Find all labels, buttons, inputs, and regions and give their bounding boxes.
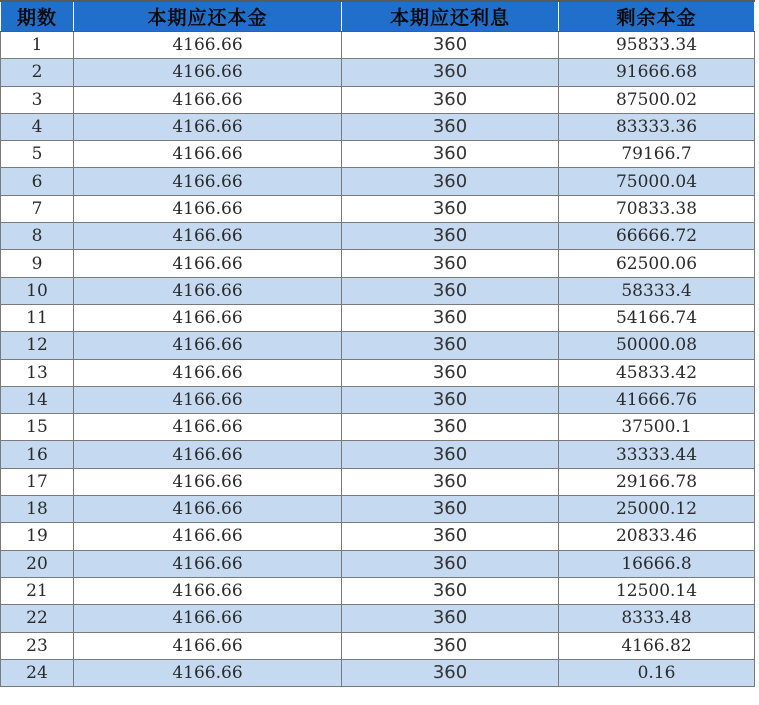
cell-principal-due: 4166.66 (74, 468, 342, 495)
cell-interest-due: 360 (342, 605, 559, 632)
cell-interest-due: 360 (342, 359, 559, 386)
cell-remaining-principal: 75000.04 (559, 168, 755, 195)
table-row (1, 468, 755, 495)
cell-interest-due: 360 (342, 86, 559, 113)
cell-interest-due: 360 (342, 250, 559, 277)
cell-period: 17 (1, 468, 74, 495)
cell-remaining-principal: 62500.06 (559, 250, 755, 277)
cell-interest-due: 360 (342, 441, 559, 468)
cell-principal-due: 4166.66 (74, 550, 342, 577)
table-row (1, 359, 755, 386)
cell-period: 9 (1, 250, 74, 277)
cell-principal-due: 4166.66 (74, 32, 342, 59)
cell-remaining-principal: 54166.74 (559, 304, 755, 331)
cell-principal-due: 4166.66 (74, 523, 342, 550)
header-principal-due: 本期应还本金 (74, 1, 342, 32)
cell-period: 4 (1, 113, 74, 140)
table-row (1, 577, 755, 604)
table-row (1, 168, 755, 195)
cell-remaining-principal: 12500.14 (559, 577, 755, 604)
cell-period: 10 (1, 277, 74, 304)
table-row (1, 250, 755, 277)
cell-interest-due: 360 (342, 577, 559, 604)
cell-period: 19 (1, 523, 74, 550)
cell-principal-due: 4166.66 (74, 168, 342, 195)
table-row (1, 332, 755, 359)
cell-period: 18 (1, 496, 74, 523)
cell-remaining-principal: 0.16 (559, 659, 755, 686)
cell-period: 23 (1, 632, 74, 659)
table-row (1, 386, 755, 413)
cell-remaining-principal: 95833.34 (559, 32, 755, 59)
cell-period: 13 (1, 359, 74, 386)
cell-remaining-principal: 50000.08 (559, 332, 755, 359)
footer-strip (0, 688, 759, 705)
cell-principal-due: 4166.66 (74, 141, 342, 168)
cell-remaining-principal: 83333.36 (559, 113, 755, 140)
cell-principal-due: 4166.66 (74, 605, 342, 632)
cell-interest-due: 360 (342, 523, 559, 550)
cell-remaining-principal: 66666.72 (559, 223, 755, 250)
table-row (1, 632, 755, 659)
cell-period: 16 (1, 441, 74, 468)
cell-principal-due: 4166.66 (74, 441, 342, 468)
cell-interest-due: 360 (342, 223, 559, 250)
cell-principal-due: 4166.66 (74, 277, 342, 304)
table-row (1, 113, 755, 140)
cell-remaining-principal: 25000.12 (559, 496, 755, 523)
cell-interest-due: 360 (342, 32, 559, 59)
cell-remaining-principal: 70833.38 (559, 195, 755, 222)
cell-interest-due: 360 (342, 113, 559, 140)
cell-principal-due: 4166.66 (74, 304, 342, 331)
table-row (1, 523, 755, 550)
cell-period: 3 (1, 86, 74, 113)
cell-principal-due: 4166.66 (74, 86, 342, 113)
cell-principal-due: 4166.66 (74, 386, 342, 413)
table-row (1, 86, 755, 113)
cell-period: 20 (1, 550, 74, 577)
table-row (1, 304, 755, 331)
cell-interest-due: 360 (342, 414, 559, 441)
header-interest-due: 本期应还利息 (342, 1, 559, 32)
cell-period: 14 (1, 386, 74, 413)
cell-principal-due: 4166.66 (74, 414, 342, 441)
table-header (1, 1, 755, 32)
cell-principal-due: 4166.66 (74, 250, 342, 277)
cell-remaining-principal: 87500.02 (559, 86, 755, 113)
cell-remaining-principal: 45833.42 (559, 359, 755, 386)
cell-period: 15 (1, 414, 74, 441)
cell-period: 1 (1, 32, 74, 59)
cell-principal-due: 4166.66 (74, 223, 342, 250)
cell-interest-due: 360 (342, 550, 559, 577)
cell-period: 6 (1, 168, 74, 195)
cell-principal-due: 4166.66 (74, 659, 342, 686)
cell-remaining-principal: 29166.78 (559, 468, 755, 495)
table-row (1, 195, 755, 222)
cell-interest-due: 360 (342, 168, 559, 195)
cell-remaining-principal: 37500.1 (559, 414, 755, 441)
cell-period: 7 (1, 195, 74, 222)
cell-interest-due: 360 (342, 59, 559, 86)
cell-period: 21 (1, 577, 74, 604)
cell-remaining-principal: 91666.68 (559, 59, 755, 86)
cell-period: 22 (1, 605, 74, 632)
header-row (1, 1, 755, 32)
cell-interest-due: 360 (342, 468, 559, 495)
cell-principal-due: 4166.66 (74, 113, 342, 140)
header-remaining-principal: 剩余本金 (559, 1, 755, 32)
cell-principal-due: 4166.66 (74, 59, 342, 86)
cell-remaining-principal: 8333.48 (559, 605, 755, 632)
cell-interest-due: 360 (342, 195, 559, 222)
cell-period: 2 (1, 59, 74, 86)
table-row (1, 659, 755, 686)
table-row (1, 32, 755, 59)
cell-interest-due: 360 (342, 386, 559, 413)
cell-interest-due: 360 (342, 332, 559, 359)
cell-remaining-principal: 16666.8 (559, 550, 755, 577)
cell-remaining-principal: 20833.46 (559, 523, 755, 550)
cell-principal-due: 4166.66 (74, 332, 342, 359)
cell-principal-due: 4166.66 (74, 496, 342, 523)
table-row (1, 414, 755, 441)
cell-period: 24 (1, 659, 74, 686)
table-body (1, 32, 755, 687)
table-row (1, 277, 755, 304)
cell-interest-due: 360 (342, 496, 559, 523)
cell-period: 8 (1, 223, 74, 250)
cell-remaining-principal: 41666.76 (559, 386, 755, 413)
cell-interest-due: 360 (342, 277, 559, 304)
cell-principal-due: 4166.66 (74, 577, 342, 604)
table-row (1, 141, 755, 168)
cell-interest-due: 360 (342, 141, 559, 168)
table-row (1, 496, 755, 523)
header-period: 期数 (1, 1, 74, 32)
cell-interest-due: 360 (342, 659, 559, 686)
cell-remaining-principal: 79166.7 (559, 141, 755, 168)
cell-period: 5 (1, 141, 74, 168)
table-row (1, 550, 755, 577)
table-row (1, 59, 755, 86)
cell-principal-due: 4166.66 (74, 359, 342, 386)
cell-interest-due: 360 (342, 632, 559, 659)
cell-remaining-principal: 33333.44 (559, 441, 755, 468)
cell-remaining-principal: 58333.4 (559, 277, 755, 304)
cell-period: 12 (1, 332, 74, 359)
cell-interest-due: 360 (342, 304, 559, 331)
table-row (1, 223, 755, 250)
cell-period: 11 (1, 304, 74, 331)
cell-principal-due: 4166.66 (74, 195, 342, 222)
table-row (1, 441, 755, 468)
cell-principal-due: 4166.66 (74, 632, 342, 659)
table-row (1, 605, 755, 632)
cell-remaining-principal: 4166.82 (559, 632, 755, 659)
